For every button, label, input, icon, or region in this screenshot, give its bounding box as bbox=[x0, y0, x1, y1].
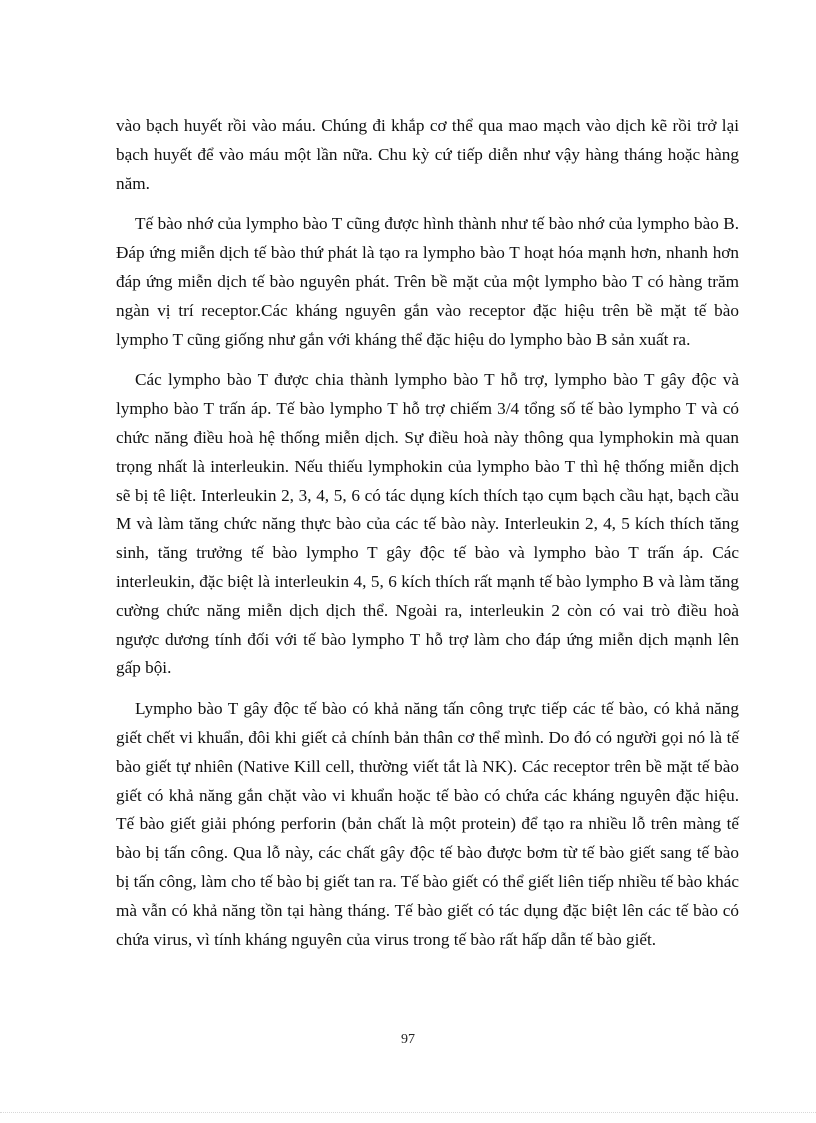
document-body bbox=[116, 112, 739, 966]
paragraph-continuation: vào bạch huyết rồi vào máu. Chúng đi khắp cơ thể qua mao mạch vào dịch kẽ rồi trở lại bạch huyết để vào máu một lần nữa. Chu kỳ cứ tiếp diễn như vậy hàng tháng hoặc hàng năm. bbox=[116, 116, 739, 193]
paragraph-t-cell-types: Các lympho bào T được chia thành lympho bào T hỗ trợ, lympho bào T gây độc và lympho bào T trấn áp. Tế bào lympho T hỗ trợ chiếm 3/4 tổng số tế bào lympho T và có chức năng điều hoà hệ thống miễn dịch. Sự điều hoà này thông qua lymphokin mà quan trọng nhất là interleukin. Nếu thiếu lymphokin của lympho bào T thì hệ thống miễn dịch sẽ bị tê liệt. Interleukin 2, 3, 4, 5, 6 có tác dụng kích thích tạo cụm bạch cầu hạt, bạch cầu M và làm tăng chức năng thực bào của các tế bào này. Interleukin 2, 4, 5 kích thích tăng sinh, tăng trưởng tế bào lympho T gây độc tế bào và lympho bào T trấn áp. Các interleukin, đặc biệt là interleukin 4, 5, 6 kích thích rất mạnh tế bào lympho B và làm tăng cường chức năng miễn dịch dịch thể. Ngoài ra, interleukin 2 còn có vai trò điều hoà ngược dương tính đối với tế bào lympho T hỗ trợ làm cho đáp ứng miễn dịch mạnh lên gấp bội. bbox=[116, 370, 739, 678]
paragraph-cytotoxic-t-cells: Lympho bào T gây độc tế bào có khả năng tấn công trực tiếp các tế bào, có khả năng giết chết vi khuẩn, đôi khi giết cả chính bản thân cơ thể mình. Do đó có người gọi nó là tế bào giết tự nhiên (Native Kill cell, thường viết tắt là NK). Các receptor trên bề mặt tế bào giết có khả năng gắn chặt vào vi khuẩn hoặc tế bào có chứa các kháng nguyên đặc hiệu. Tế bào giết giải phóng perforin (bản chất là một protein) để tạo ra nhiều lỗ trên màng tế bào bị tấn công. Qua lỗ này, các chất gây độc tế bào được bơm từ tế bào giết sang tế bào bị tấn công, làm cho tế bào bị giết tan ra. Tế bào giết có thể giết liên tiếp nhiều tế bào khác mà vẫn có khả năng tồn tại hàng tháng. Tế bào giết có tác dụng đặc biệt lên các tế bào có chứa virus, vì tính kháng nguyên của virus trong tế bào rất hấp dẫn tế bào giết. bbox=[116, 699, 739, 949]
paragraph-memory-t-cells: Tế bào nhớ của lympho bào T cũng được hình thành như tế bào nhớ của lympho bào B. Đáp ứng miễn dịch tế bào thứ phát là tạo ra lympho bào T hoạt hóa mạnh hơn, nhanh hơn đáp ứng miễn dịch tế bào nguyên phát. Trên bề mặt của một lympho bào T có hàng trăm ngàn vị trí receptor.Các kháng nguyên gắn vào receptor đặc hiệu trên bề mặt tế bào lympho T cũng giống như gắn với kháng thể đặc hiệu do lympho bào B sản xuất ra. bbox=[116, 214, 739, 349]
page-bottom-divider bbox=[0, 1112, 816, 1113]
page-number: 97 bbox=[401, 1032, 415, 1047]
